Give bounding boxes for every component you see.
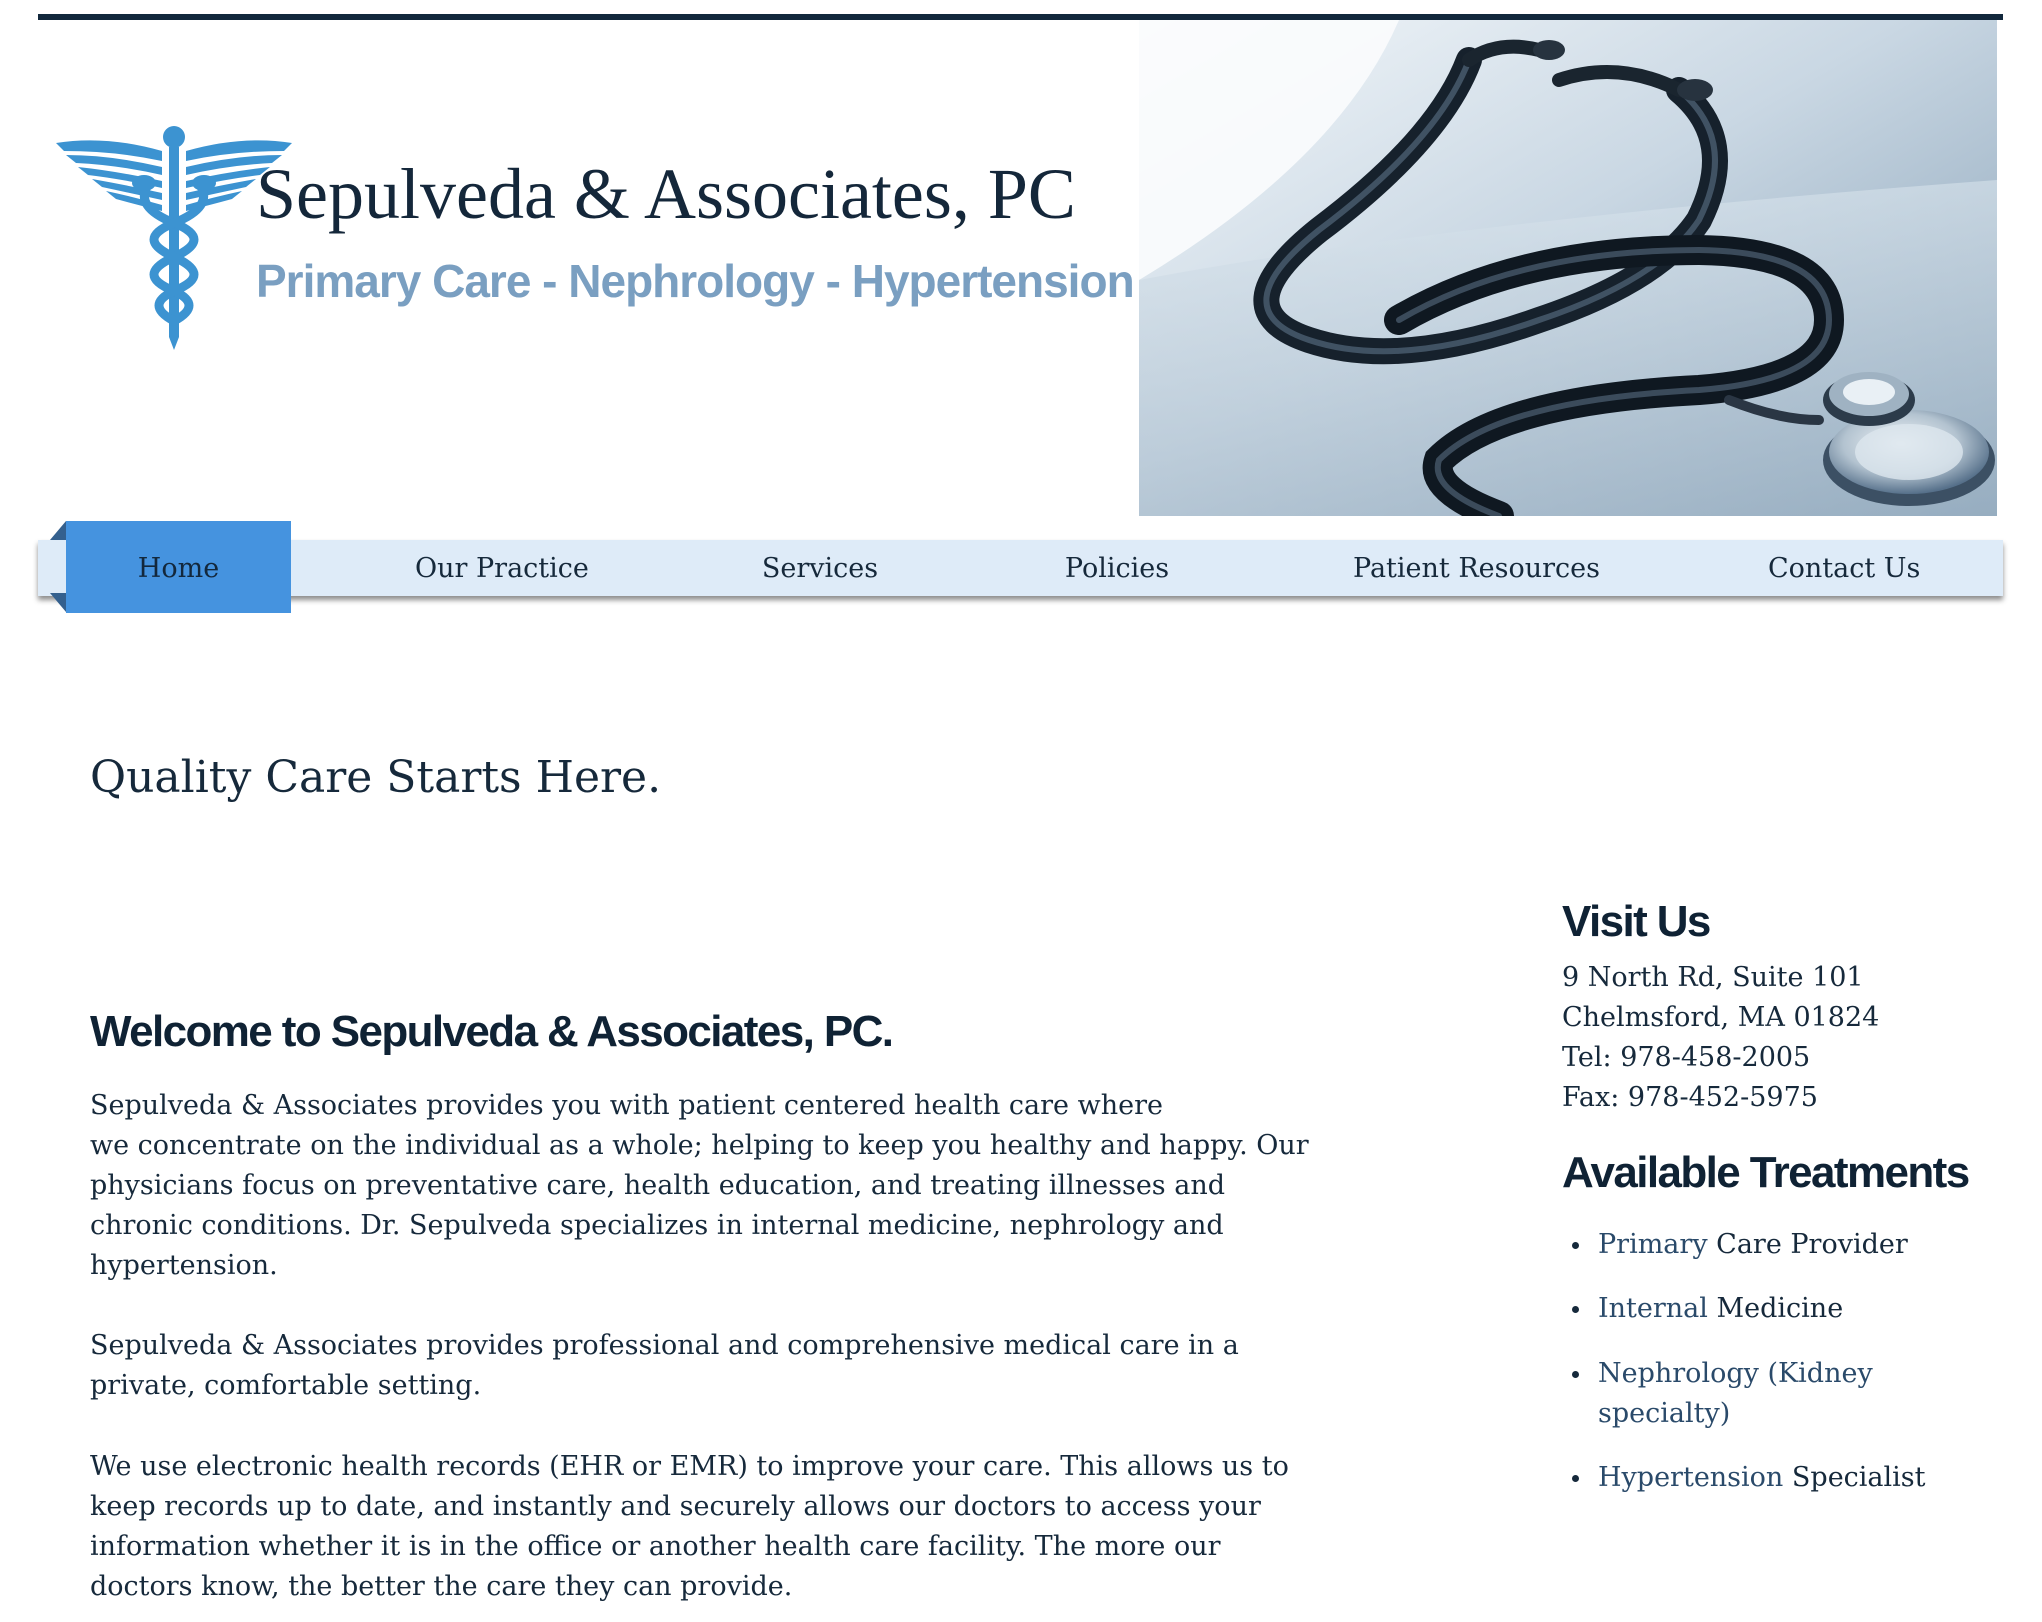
paragraph-line: keep records up to date, and instantly and securely allows our doctors to access your (90, 1491, 1261, 1522)
bullet-icon (1572, 1371, 1579, 1378)
treatment-link-primary[interactable]: Primary (1598, 1229, 1708, 1260)
stethoscope-photo (1139, 20, 1997, 516)
nav-policies[interactable]: Policies (1064, 553, 1170, 584)
bullet-icon (1572, 1475, 1579, 1482)
paragraph-line: information whether it is in the office or another health care facility. The more our (90, 1531, 1221, 1562)
nav-ribbon-fold (50, 521, 66, 540)
paragraph-line: hypertension. (90, 1250, 278, 1281)
nav-ribbon-fold-bottom (50, 593, 66, 612)
bullet-icon (1572, 1306, 1579, 1313)
nav-services[interactable]: Services (761, 553, 879, 584)
site-title[interactable]: Sepulveda & Associates, PC (256, 154, 1076, 234)
treatment-link-hypertension[interactable]: Hypertension (1598, 1462, 1784, 1493)
paragraph-line: Sepulveda & Associates provides professional and comprehensive medical care in a (90, 1330, 1239, 1361)
treatment-text: Specialist (1783, 1462, 1926, 1493)
nav-contact-us[interactable]: Contact Us (1768, 553, 1921, 584)
nav-home[interactable]: Home (66, 521, 291, 613)
paragraph-line: we concentrate on the individual as a whole; helping to keep you healthy and happy. Our (90, 1130, 1309, 1161)
paragraph-line: Sepulveda & Associates provides you with patient centered health care where (90, 1090, 1163, 1121)
phone-number[interactable]: Tel: 978-458-2005 (1562, 1042, 1811, 1073)
welcome-heading: Welcome to Sepulveda & Associates, PC. (90, 1007, 893, 1056)
visit-us-heading: Visit Us (1562, 897, 1710, 946)
site-tagline: Primary Care - Nephrology - Hypertension (256, 255, 1134, 307)
nav-our-practice[interactable]: Our Practice (415, 553, 589, 584)
treatment-text: Medicine (1707, 1293, 1844, 1324)
ehr-paragraph (90, 1447, 1289, 1607)
available-treatments-heading: Available Treatments (1562, 1148, 1969, 1197)
treatment-item (1572, 1289, 1952, 1329)
treatment-item (1572, 1458, 1952, 1498)
treatment-item (1572, 1354, 1952, 1434)
intro-paragraph (90, 1086, 1309, 1286)
treatment-link-nephrology-continued[interactable]: specialty) (1598, 1398, 1731, 1429)
treatment-text: Care Provider (1707, 1229, 1908, 1260)
fax-number: Fax: 978-452-5975 (1562, 1082, 1818, 1113)
bullet-icon (1572, 1242, 1579, 1249)
nav-patient-resources[interactable]: Patient Resources (1353, 553, 1601, 584)
treatment-link-internal[interactable]: Internal (1598, 1293, 1708, 1324)
treatment-item (1572, 1225, 1952, 1265)
address-city: Chelmsford, MA 01824 (1562, 1002, 1880, 1033)
treatment-link-nephrology[interactable]: Nephrology (Kidney (1598, 1358, 1873, 1389)
address-street: 9 North Rd, Suite 101 (1562, 962, 1864, 993)
paragraph-line: chronic conditions. Dr. Sepulveda specializes in internal medicine, nephrology and (90, 1210, 1224, 1241)
paragraph-line: We use electronic health records (EHR or EMR) to improve your care. This allows us to (90, 1451, 1289, 1482)
paragraph-line: doctors know, the better the care they can provide. (90, 1571, 793, 1602)
page-headline: Quality Care Starts Here. (90, 752, 662, 803)
main-nav (38, 540, 2003, 596)
paragraph-line: physicians focus on preventative care, health education, and treating illnesses and (90, 1170, 1226, 1201)
paragraph-line: private, comfortable setting. (90, 1370, 482, 1401)
care-paragraph (90, 1326, 1239, 1406)
